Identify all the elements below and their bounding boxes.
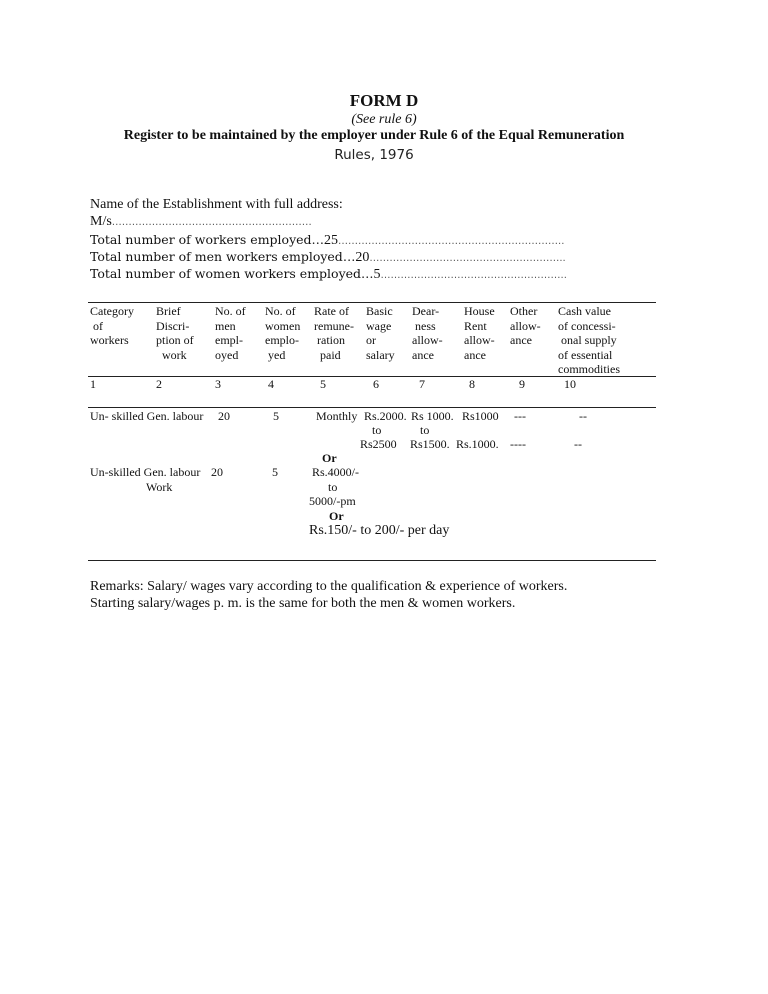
- table-bottom-rule: [88, 560, 656, 561]
- column-number-1: 1: [90, 377, 96, 391]
- other-allowance-1: ---: [514, 409, 526, 423]
- form-title: FORM D: [349, 91, 419, 110]
- remarks-line-2: Starting salary/wages p. m. is the same for both the men & women workers.: [90, 596, 516, 611]
- column-number-4: 4: [268, 377, 274, 391]
- men-workers-dots: …………………………………………………..: [369, 253, 566, 264]
- or-separator-2: Or: [329, 509, 344, 523]
- row2-men: 20: [211, 465, 223, 479]
- column-number-7: 7: [419, 377, 425, 391]
- total-workers-label: Total number of workers employed…: [90, 232, 325, 247]
- header-description: Brief Discri- ption of work: [156, 304, 194, 362]
- row2-category-line1: Un-skilled Gen. labour: [90, 465, 201, 479]
- column-number-2: 2: [156, 377, 162, 391]
- row2-women: 5: [272, 465, 278, 479]
- ms-label: M/s: [90, 214, 112, 229]
- dearness-to: Rs1500.: [410, 437, 450, 451]
- header-men-employed: No. of men empl- oyed: [215, 304, 246, 362]
- header-women-employed: No. of women emplo- yed: [265, 304, 301, 362]
- table-numbers-rule: [88, 407, 656, 408]
- hra-to: Rs.1000.: [456, 437, 499, 451]
- men-workers-line: [90, 249, 566, 266]
- basic-to-word: to: [372, 423, 382, 437]
- column-number-8: 8: [469, 377, 475, 391]
- column-number-9: 9: [519, 377, 525, 391]
- rate-alt-to: 5000/-pm: [309, 494, 356, 508]
- row1-category: Un- skilled Gen. labour: [90, 409, 204, 423]
- row1-men: 20: [218, 409, 230, 423]
- row2-category-line2: Work: [146, 480, 173, 494]
- total-workers-dots: …………………………………………………………..: [338, 236, 565, 247]
- cash-value-1: --: [579, 409, 587, 423]
- hra-from: Rs1000: [462, 409, 499, 423]
- column-number-3: 3: [215, 377, 221, 391]
- header-house-rent-allowance: House Rent allow- ance: [464, 304, 495, 362]
- basic-to: Rs2500: [360, 437, 397, 451]
- other-allowance-2: ----: [510, 437, 526, 451]
- total-workers-value: 25: [324, 233, 339, 248]
- dearness-from: Rs 1000.: [411, 409, 454, 423]
- rate-alt-to-word: to: [328, 480, 338, 494]
- cash-value-2: --: [574, 437, 582, 451]
- total-workers-line: [90, 232, 564, 249]
- men-workers-label: Total number of men workers employed…: [90, 249, 356, 264]
- rate-alt-from: Rs.4000/-: [312, 465, 360, 479]
- men-workers-value: 20: [355, 250, 370, 265]
- column-number-6: 6: [373, 377, 379, 391]
- women-workers-value: 5: [373, 267, 381, 282]
- basic-from: Rs.2000.: [364, 409, 407, 423]
- header-basic-wage: Basic wage or salary: [366, 304, 395, 362]
- form-subtitle: (See rule 6): [351, 112, 417, 127]
- header-category: Category of workers: [90, 304, 134, 348]
- column-number-5: 5: [320, 377, 326, 391]
- remarks-line-1: Remarks: Salary/ wages vary according to the qualification & experience of workers.: [90, 579, 568, 594]
- women-workers-line: [90, 266, 567, 283]
- header-rate-of-remuneration: Rate of remune- ration paid: [314, 304, 354, 362]
- form-heading: Register to be maintained by the employer under Rule 6 of the Equal Remuneration: [123, 128, 625, 143]
- header-cash-value: Cash value of concessi- onal supply of essential commodities: [558, 304, 620, 377]
- ms-dots: ……………………………………………………: [111, 217, 312, 228]
- table-top-rule: [88, 302, 656, 303]
- header-other-allowance: Other allow- ance: [510, 304, 541, 348]
- ms-line: [90, 214, 312, 230]
- rate-daily: Rs.150/- to 200/- per day: [309, 523, 450, 538]
- dearness-to-word: to: [420, 423, 430, 437]
- women-workers-label: Total number of women workers employed…: [90, 266, 374, 281]
- rate-monthly: Monthly: [316, 409, 358, 423]
- or-separator-1: Or: [322, 451, 337, 465]
- rules-line: Rules, 1976: [334, 147, 414, 163]
- establishment-name-label: Name of the Establishment with full address:: [90, 197, 343, 212]
- women-workers-dots: ………………………………………………..: [380, 270, 567, 281]
- row1-women: 5: [273, 409, 279, 423]
- header-dearness-allowance: Dear- ness allow- ance: [412, 304, 443, 362]
- column-number-10: 10: [564, 377, 576, 391]
